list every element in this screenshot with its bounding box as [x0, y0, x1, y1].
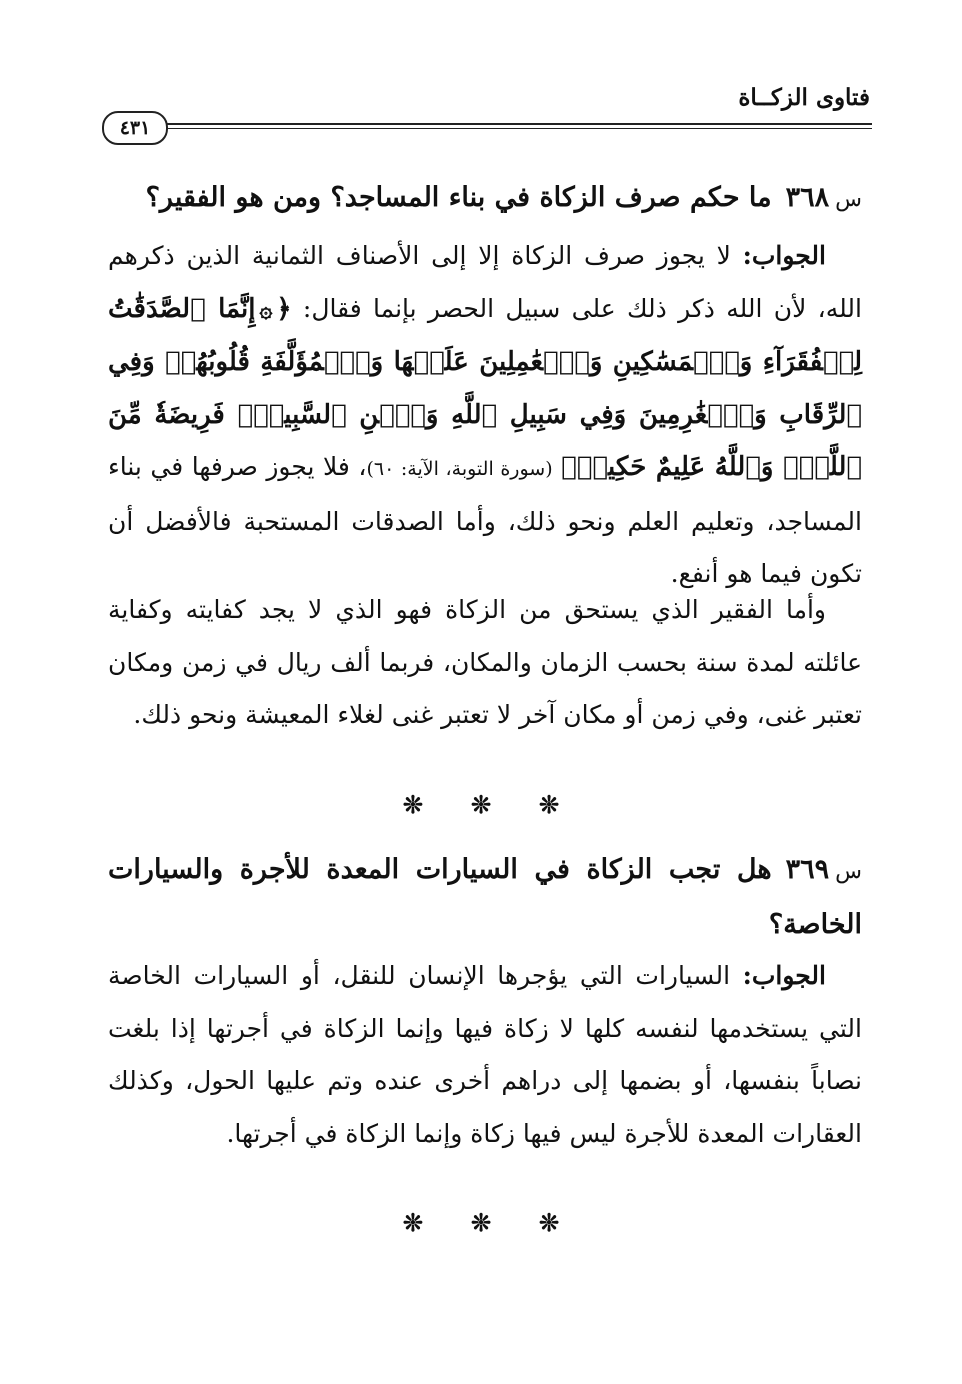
quran-text: إِنَّمَا ٱلصَّدَقَٰتُ لِلۡفُقَرَآءِ وَٱلۡمَسَٰكِينِ وَٱلۡعَٰمِلِينَ عَلَيۡهَا وَٱلۡمُؤَلَّفَةِ قُلُوبُهُمۡ وَفِي ٱلرِّقَابِ وَٱلۡغَٰرِمِينَ وَفِي سَبِيلِ ٱللَّهِ وَٱبۡنِ ٱلسَّبِيلِۖ فَرِيضَةٗ مِّنَ ٱللَّهِۗ وَٱللَّهُ عَلِيمٌ حَكِيمٞ	[108, 293, 862, 482]
section-separator	[0, 790, 962, 819]
running-title: فتاوى الزكــاة	[738, 84, 870, 111]
question-369	[108, 844, 862, 951]
paragraph-poor-definition: وأما الفقير الذي يستحق من الزكاة فهو الذي لا يجد كفايته وكفاية عائلته لمدة سنة بحسب الزمان والمكان، فربما ألف ريال في زمن ومكان تعتبر غنى، وفي زمن أو مكان آخر لا تعتبر غنى لغلاء المعيشة ونحو ذلك.	[108, 595, 862, 729]
question-text: هل تجب الزكاة في السيارات المعدة للأجرة والسيارات الخاصة؟	[108, 854, 862, 940]
answer-369	[108, 950, 862, 1160]
answer-rest: ، فلا يجوز صرفها في بناء المساجد، وتعليم العلم ونحو ذلك، وأما الصدقات المستحبة فالأفضل أن تكون فيما هو أنفع.	[108, 452, 862, 588]
verse-reference: (سورة التوبة، الآية: ٦٠)	[366, 458, 553, 480]
separator-star: ❊	[470, 790, 492, 819]
question-text: ما حكم صرف الزكاة في بناء المساجد؟ ومن هو الفقير؟	[145, 182, 772, 213]
answer-368	[108, 230, 862, 601]
separator-star: ❊	[539, 1208, 560, 1237]
question-marker: س	[835, 187, 862, 212]
quran-open-bracket: ﴿	[276, 293, 292, 324]
answer-intro: لا يجوز صرف الزكاة إلا إلى الأصناف الثمانية الذين ذكرهم الله، لأن الله ذكر ذلك على سبيل الحصر بإنما فقال:	[108, 241, 862, 323]
answer-label: الجواب:	[742, 241, 826, 270]
answer-text: السيارات التي يؤجرها الإنسان للنقل، أو السيارات الخاصة التي يستخدمها لنفسه كلها لا زكاة فيها وإنما الزكاة في أجرتها إذا بلغت نصاباً بنفسها، أو بضمها إلى دراهم أخرى عنده وتم عليها الحول، وكذلك العقارات المعدة للأجرة ليس فيها زكاة وإنما الزكاة في أجرتها.	[108, 961, 862, 1148]
separator-star: ❊	[402, 790, 423, 819]
separator-star: ❊	[539, 790, 560, 819]
quran-close-bracket: ﴾	[561, 452, 577, 482]
question-368	[108, 172, 862, 227]
header-rule	[165, 123, 872, 129]
question-marker: س	[835, 859, 862, 884]
question-number: ٣٦٨	[785, 182, 830, 213]
section-separator	[0, 1208, 962, 1237]
answer-label: الجواب:	[742, 961, 826, 990]
ayah-ornament-icon: ۞	[259, 296, 273, 323]
separator-star: ❊	[402, 1208, 423, 1237]
page-number: ٤٣١	[102, 111, 168, 145]
separator-star: ❊	[470, 1208, 492, 1237]
question-number: ٣٦٩	[785, 854, 830, 885]
